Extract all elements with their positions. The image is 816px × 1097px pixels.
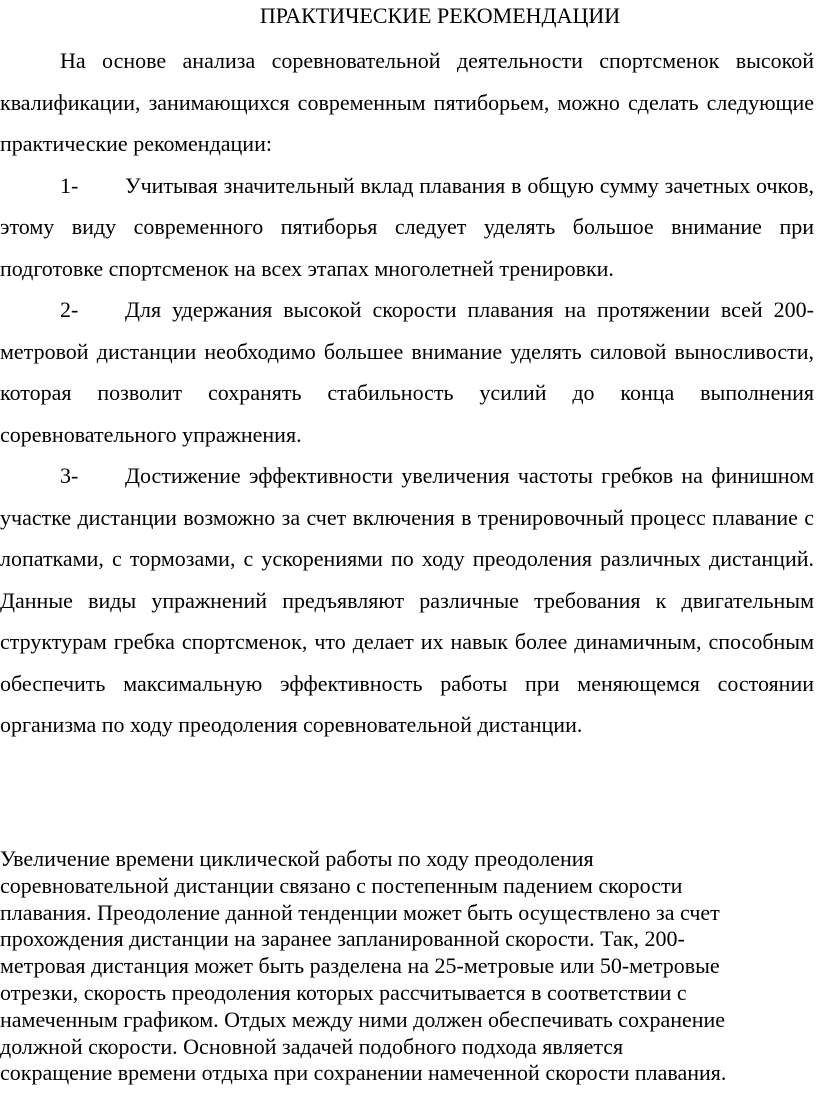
recommendation-number: 3- [60, 463, 79, 488]
tail-line: должной скорости. Основной задачей подобного подхода является [0, 1033, 624, 1059]
recommendation-text: Учитывая значительный вклад плавания в общую сумму зачетных очков, этому виду современного пятиборья следует уделять большое внимание при подготовке спортсменок на всех этапах многолетней тренировки. [0, 172, 814, 281]
tail-line: прохождения дистанции на заранее запланированной скорости. Так, 200- [0, 926, 685, 952]
recommendation-text: Достижение эффективности увеличения частоты гребков на финишном участке дистанции возможно за счет включения в тренировочный процесс плавание с лопатками, с тормозами, с ускорениями по ходу преодоления различных дистанций. Данные виды упражнений предъявляют различные требования к двигательным структурам гребка спортсменок, что делает их навык более динамичным, способным обеспечить максимальную эффективность работы при меняющемся состоянии организма по ходу преодоления соревновательной дистанции. [0, 463, 814, 737]
tail-line: соревновательной дистанции связано с постепенным падением скорости [0, 872, 683, 898]
recommendation-item-3 [0, 455, 814, 746]
tail-line: отрезки, скорость преодоления которых рассчитывается в соответствии с [0, 979, 687, 1005]
recommendation-item-1 [0, 165, 814, 290]
recommendation-number: 1- [60, 172, 79, 198]
document-title: ПРАКТИЧЕСКИЕ РЕКОМЕНДАЦИИ [259, 3, 621, 28]
recommendation-item-2 [0, 289, 814, 455]
document-body [0, 40, 814, 746]
tail-line: плавания. Преодоление данной тенденции может быть осуществлено за счет [0, 899, 720, 925]
recommendation-text: Для удержания высокой скорости плавания на протяжении всей 200-метровой дистанции необходимо большее внимание уделять силовой выносливости, которая позволит сохранять стабильность усилий до конца выполнения соревновательного упражнения. [0, 297, 814, 447]
tail-line: метровая дистанция может быть разделена на 25-метровые или 50-метровые [0, 953, 720, 979]
intro-paragraph: На основе анализа соревновательной деятельности спортсменок высокой квалификации, занимающихся современным пятиборьем, можно сделать следующие практические рекомендации: [0, 48, 814, 156]
tail-paragraph [0, 846, 814, 1087]
recommendation-number: 2- [60, 297, 79, 322]
tail-line: Увеличение времени циклической работы по ходу преодоления [0, 846, 594, 871]
tail-line: намеченным графиком. Отдых между ними должен обеспечивать сохранение [0, 1006, 726, 1032]
tail-line: сокращение времени отдыха при сохранении намеченной скорости плавания. [0, 1060, 727, 1086]
